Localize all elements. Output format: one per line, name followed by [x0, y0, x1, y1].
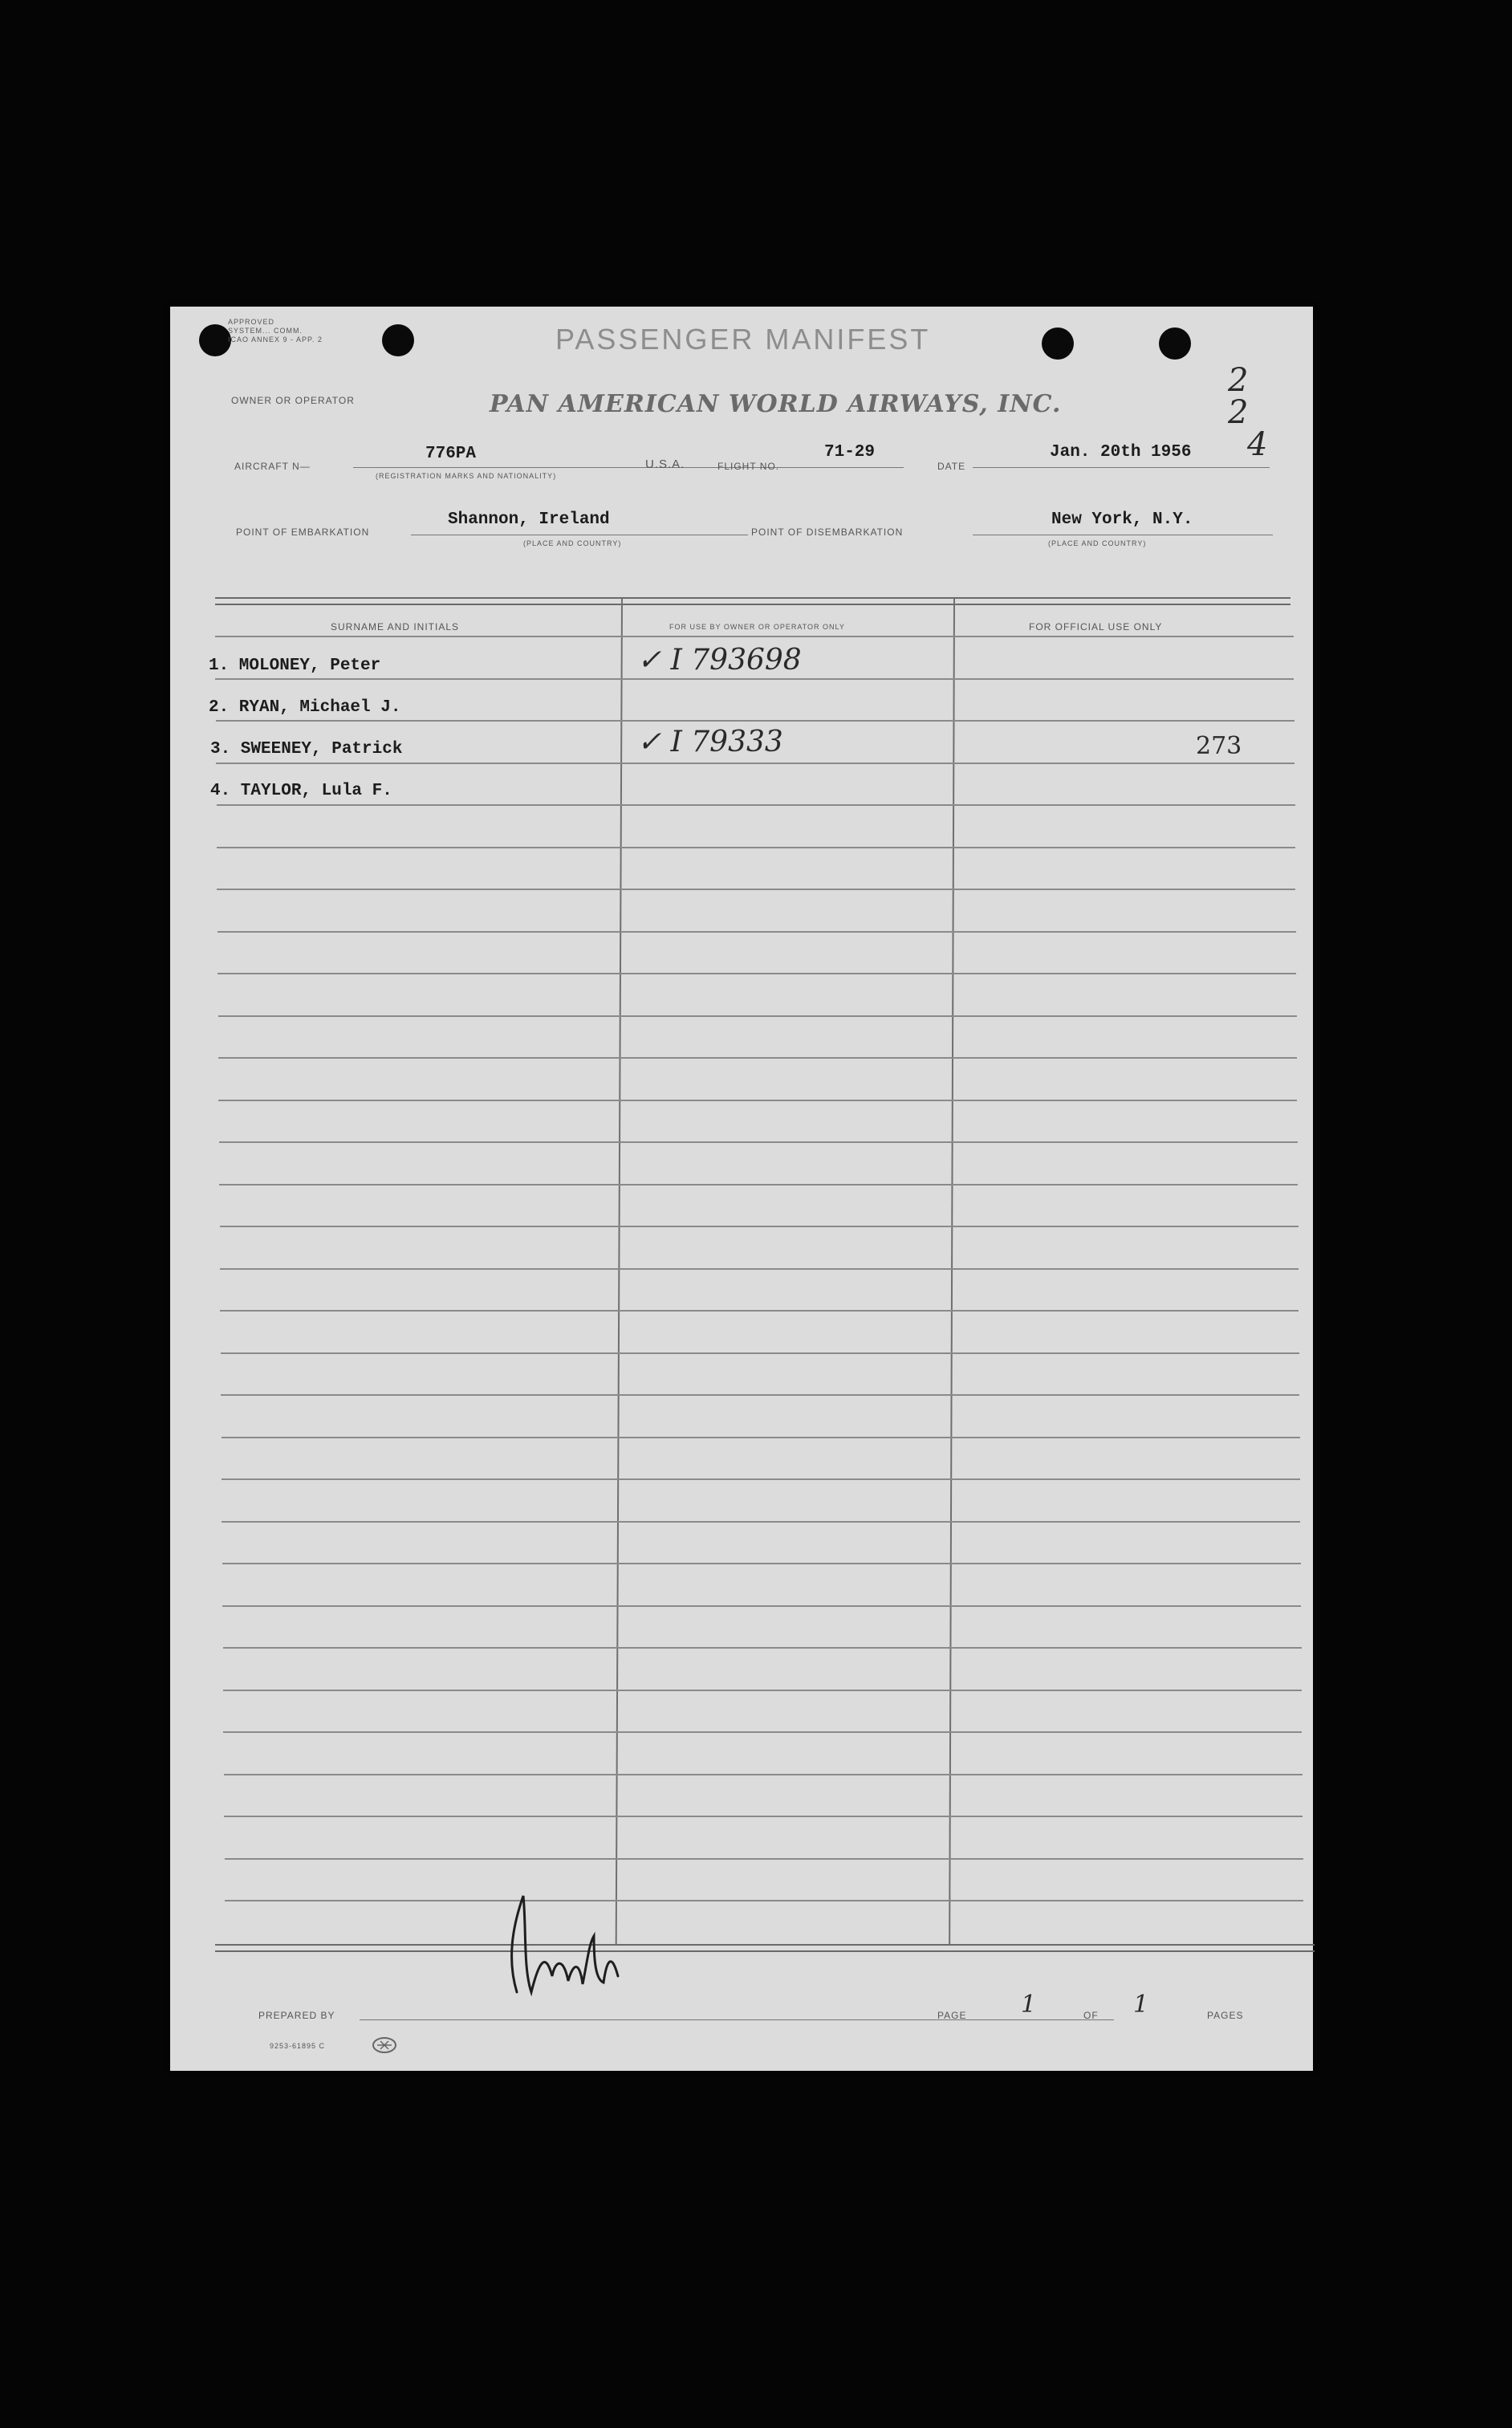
ruled-line: [222, 1478, 1300, 1480]
flight-value: 71-29: [824, 443, 876, 462]
form-title: PASSENGER MANIFEST: [555, 323, 931, 356]
passenger-name-2: 2. RYAN, Michael J.: [209, 698, 401, 717]
punch-hole-right: [1159, 327, 1191, 360]
punch-hole-center-left: [382, 324, 414, 356]
aircraft-label: AIRCRAFT N—: [234, 461, 311, 472]
of-label: OF: [1083, 2010, 1099, 2021]
manifest-sheet: [170, 307, 1313, 2071]
date-value: Jan. 20th 1956: [1050, 443, 1192, 462]
prepared-by-label: PREPARED BY: [258, 2010, 335, 2021]
table-bottom-rule-2: [215, 1950, 1315, 1952]
ruled-line: [217, 931, 1296, 933]
aircraft-value: 776PA: [425, 445, 477, 463]
ruled-line: [222, 1563, 1301, 1564]
owner-label: OWNER OR OPERATOR: [231, 395, 355, 406]
ruled-line: [222, 1437, 1300, 1438]
passenger-name-4: 4. TAYLOR, Lula F.: [210, 782, 392, 800]
margin-note: [1228, 364, 1276, 461]
ruled-line: [225, 1858, 1303, 1860]
operator-entry-3: ✓ I 79333: [637, 726, 783, 758]
table-top-rule-2: [215, 604, 1290, 605]
ruled-line: [217, 889, 1295, 890]
ruled-line: [215, 636, 1294, 637]
page-label: PAGE: [937, 2010, 967, 2021]
form-number: 9253-61895 C: [270, 2042, 326, 2050]
ruled-line: [222, 1605, 1301, 1607]
official-entry-3: 273: [1196, 732, 1242, 760]
margin-note-2: 2: [1228, 394, 1249, 431]
table-top-rule-1: [215, 597, 1290, 599]
ruled-line: [220, 1268, 1299, 1270]
margin-note-3: 4: [1247, 426, 1268, 463]
embarkation-label: POINT OF EMBARKATION: [236, 527, 370, 538]
approval-line-1: APPROVED: [228, 318, 275, 326]
signature: [499, 1880, 636, 2008]
ruled-line: [220, 1226, 1299, 1227]
prepared-by-underline: [360, 2019, 1114, 2020]
column-header-operator: FOR USE BY OWNER OR OPERATOR ONLY: [669, 623, 845, 631]
registration-sublabel: (REGISTRATION MARKS AND NATIONALITY): [376, 472, 557, 480]
operator-name: PAN AMERICAN WORLD AIRWAYS, INC.: [490, 390, 1062, 418]
ruled-line: [220, 1310, 1299, 1312]
ruled-line: [222, 1521, 1300, 1523]
column-header-surname: SURNAME AND INITIALS: [331, 621, 460, 632]
column-divider-1: [616, 599, 623, 1944]
ruled-line: [217, 847, 1295, 848]
punch-hole-left: [199, 324, 231, 356]
flight-underline: [795, 467, 904, 468]
margin-note-1: 2: [1228, 362, 1249, 399]
ruled-line: [221, 1352, 1299, 1354]
ruled-line: [215, 678, 1294, 680]
ruled-line: [223, 1690, 1302, 1691]
disembarkation-label: POINT OF DISEMBARKATION: [751, 527, 904, 538]
approval-line-3: ICAO ANNEX 9 - APP. 2: [228, 336, 323, 344]
operator-entry-1: ✓ I 793698: [637, 644, 802, 677]
ruled-line: [223, 1731, 1302, 1733]
ruled-line: [217, 973, 1296, 974]
approval-note: [228, 318, 323, 344]
disembarkation-value: New York, N.Y.: [1051, 510, 1193, 529]
embarkation-value: Shannon, Ireland: [448, 510, 610, 529]
nationality: U.S.A.: [645, 458, 685, 471]
printer-mark-icon: [371, 2036, 398, 2055]
ruled-line: [224, 1774, 1303, 1775]
ruled-line: [218, 1015, 1297, 1017]
pages-label: PAGES: [1207, 2010, 1244, 2021]
ruled-line: [224, 1816, 1303, 1817]
passenger-name-1: 1. MOLONEY, Peter: [209, 657, 381, 675]
ruled-line: [219, 1141, 1298, 1143]
ruled-line: [219, 1184, 1298, 1186]
column-header-official: FOR OFFICIAL USE ONLY: [1029, 621, 1163, 632]
ruled-line: [216, 720, 1295, 722]
ruled-line: [225, 1900, 1303, 1901]
table-bottom-rule-1: [215, 1944, 1315, 1946]
ruled-line: [223, 1647, 1302, 1649]
disembarkation-sublabel: (PLACE AND COUNTRY): [1048, 539, 1147, 547]
flight-label: FLIGHT NO.: [717, 461, 780, 472]
ruled-line: [216, 763, 1295, 764]
ruled-line: [218, 1100, 1297, 1101]
embarkation-sublabel: (PLACE AND COUNTRY): [523, 539, 622, 547]
ruled-line: [221, 1394, 1299, 1396]
punch-hole-center-right: [1042, 327, 1074, 360]
column-divider-2: [949, 599, 955, 1944]
approval-line-2: SYSTEM... COMM.: [228, 327, 303, 335]
page-value: 1: [1021, 1991, 1037, 2019]
pages-value: 1: [1133, 1991, 1149, 2019]
ruled-line: [217, 804, 1295, 806]
ruled-line: [218, 1057, 1297, 1059]
date-underline: [973, 467, 1270, 468]
date-label: DATE: [937, 461, 966, 472]
passenger-name-3: 3. SWEENEY, Patrick: [210, 740, 403, 758]
